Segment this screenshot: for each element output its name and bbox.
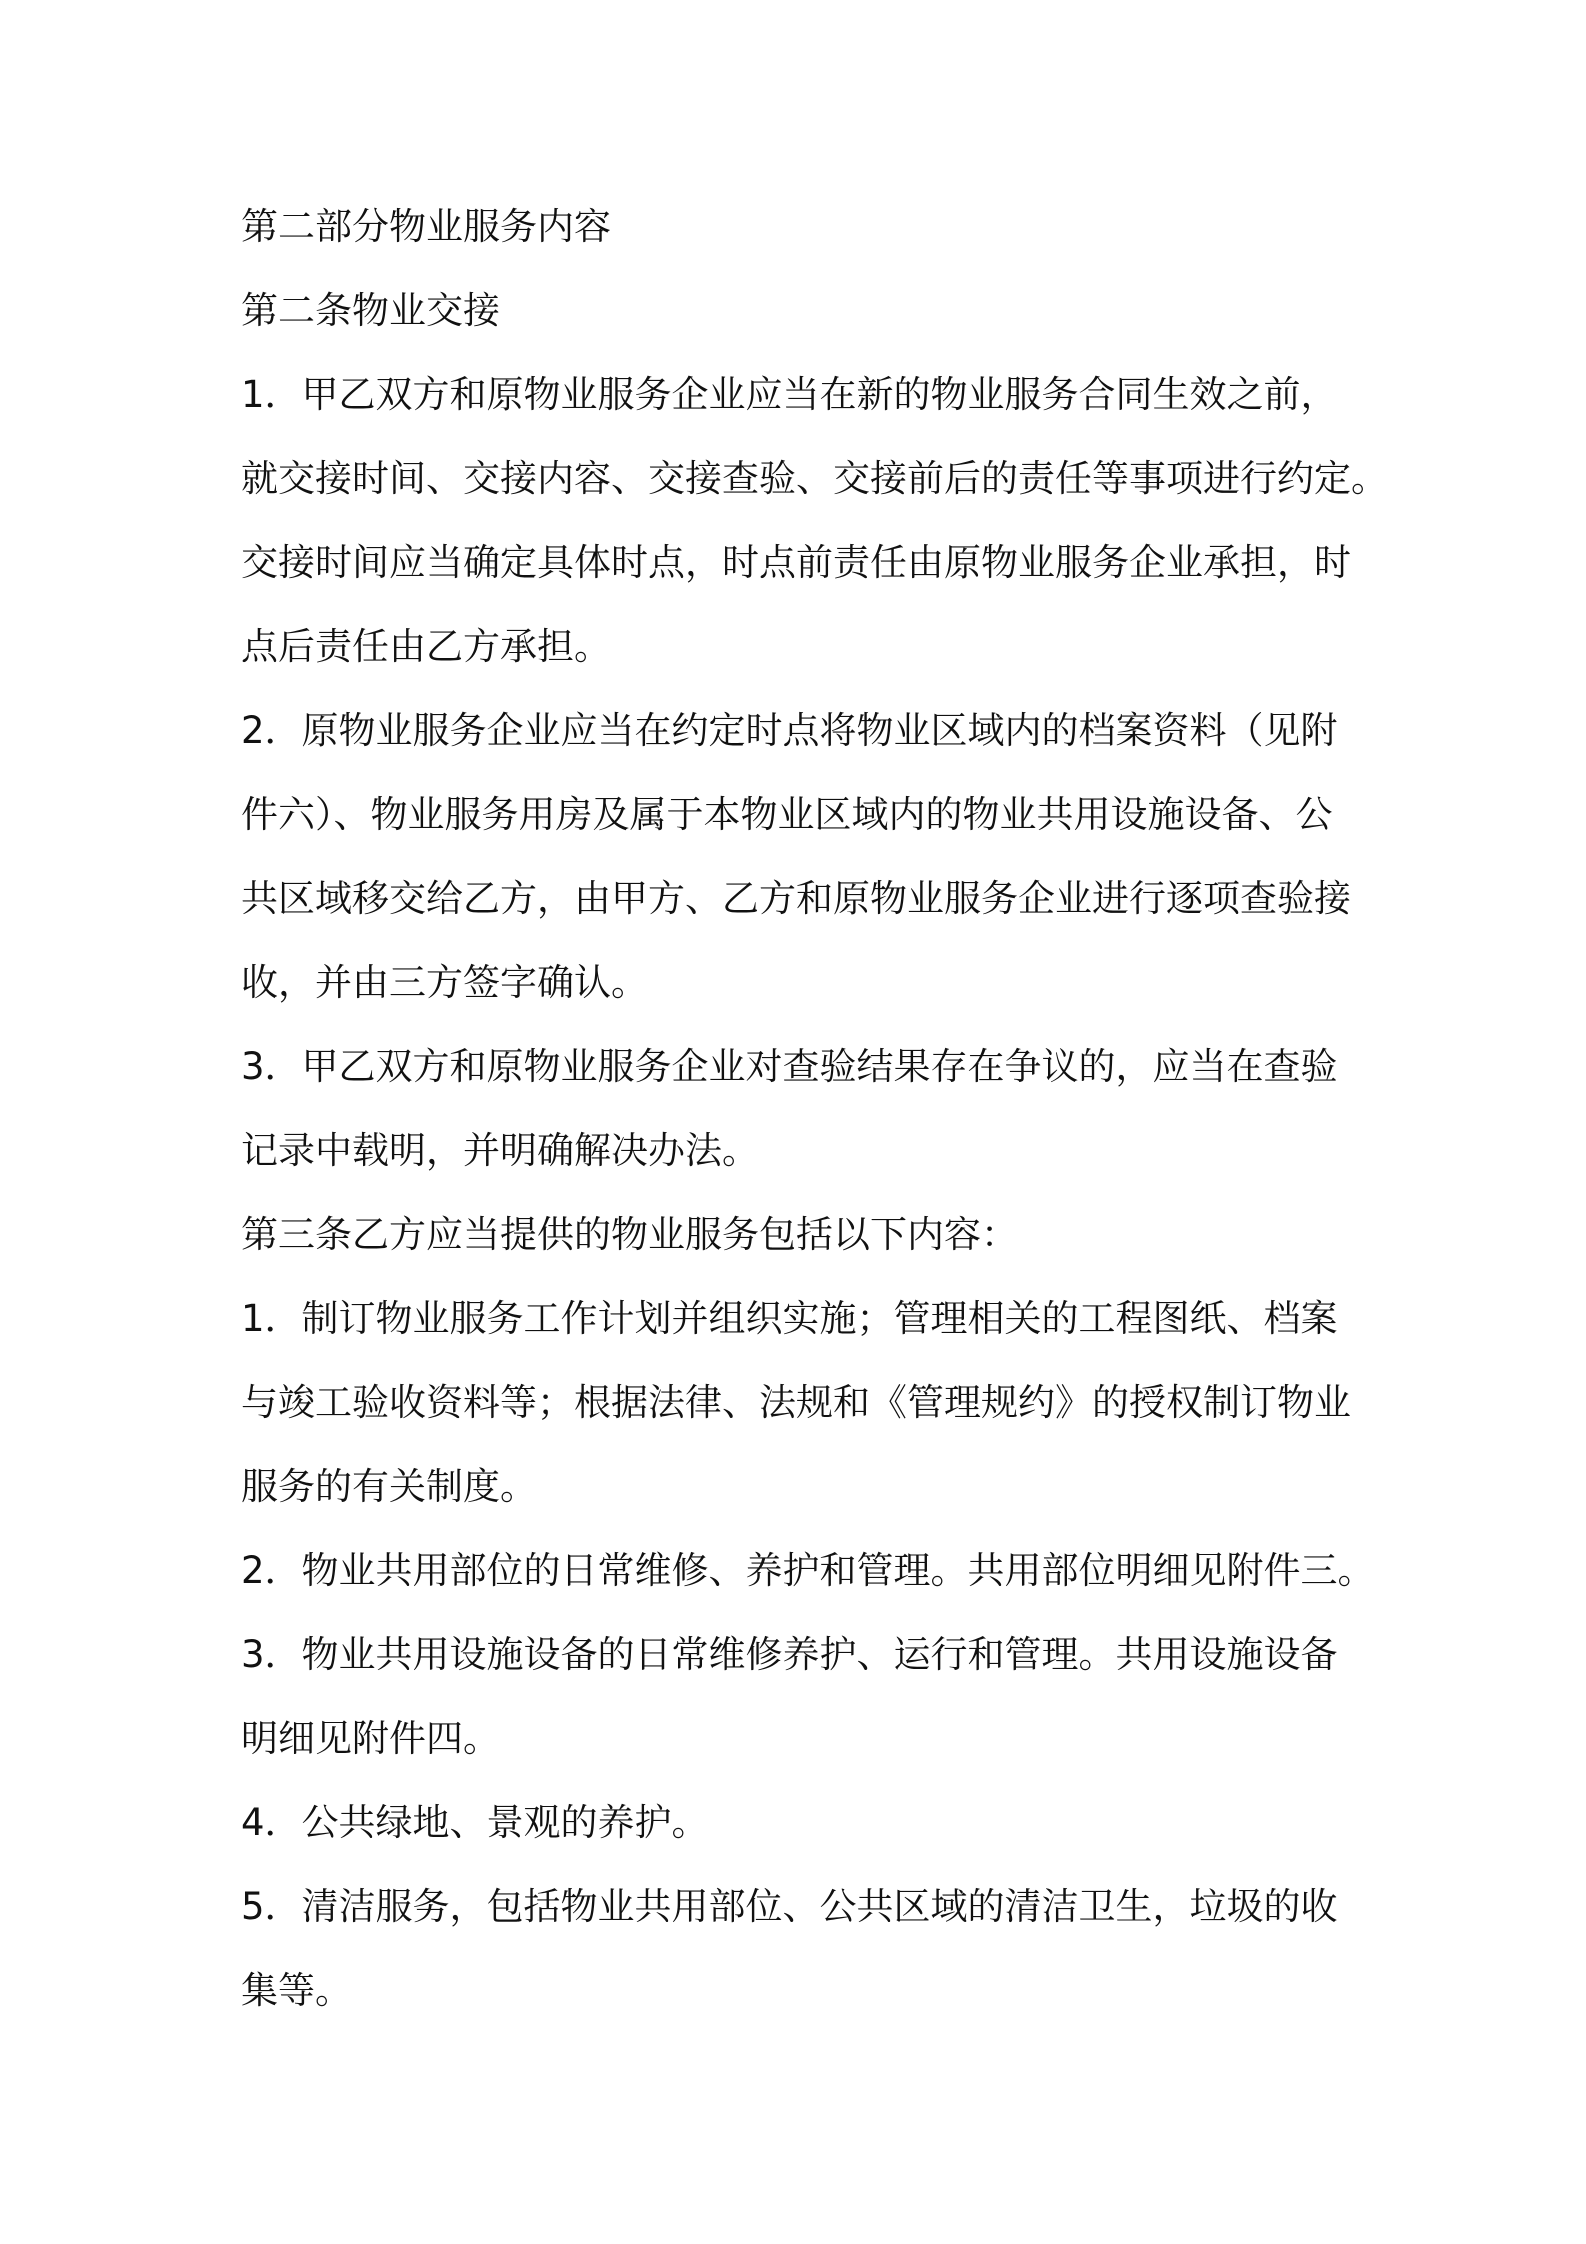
text-line: 2．原物业服务企业应当在约定时点将物业区域内的档案资料（见附 [241, 709, 1338, 752]
text-line: 记录中载明，并明确解决办法。 [241, 1129, 759, 1172]
text-line: 服务的有关制度。 [241, 1465, 537, 1508]
article-heading: 第二条物业交接 [241, 289, 500, 332]
text-line: 点后责任由乙方承担。 [241, 625, 611, 668]
text-line: 件六）、物业服务用房及属于本物业区域内的物业共用设施设备、公 [241, 793, 1333, 836]
text-line: 明细见附件四。 [241, 1717, 500, 1760]
text-line: 1．甲乙双方和原物业服务企业应当在新的物业服务合同生效之前， [241, 373, 1338, 416]
text-line: 5．清洁服务，包括物业共用部位、公共区域的清洁卫生，垃圾的收 [241, 1885, 1338, 1928]
text-line: 1．制订物业服务工作计划并组织实施；管理相关的工程图纸、档案 [241, 1297, 1338, 1340]
text-line: 3．甲乙双方和原物业服务企业对查验结果存在争议的，应当在查验 [241, 1045, 1338, 1088]
section-heading: 第二部分物业服务内容 [241, 205, 611, 248]
text-line: 集等。 [241, 1969, 352, 2012]
text-line: 就交接时间、交接内容、交接查验、交接前后的责任等事项进行约定。 [241, 457, 1388, 500]
text-line: 收，并由三方签字确认。 [241, 961, 648, 1004]
text-line: 交接时间应当确定具体时点，时点前责任由原物业服务企业承担，时 [241, 541, 1351, 584]
text-line: 2．物业共用部位的日常维修、养护和管理。共用部位明细见附件三。 [241, 1549, 1375, 1592]
text-line: 4．公共绿地、景观的养护。 [241, 1801, 709, 1844]
text-line: 共区域移交给乙方，由甲方、乙方和原物业服务企业进行逐项查验接 [241, 877, 1351, 920]
text-line: 3．物业共用设施设备的日常维修养护、运行和管理。共用设施设备 [241, 1633, 1338, 1676]
text-line: 与竣工验收资料等；根据法律、法规和《管理规约》的授权制订物业 [241, 1381, 1351, 1424]
article-heading: 第三条乙方应当提供的物业服务包括以下内容： [241, 1213, 1018, 1256]
